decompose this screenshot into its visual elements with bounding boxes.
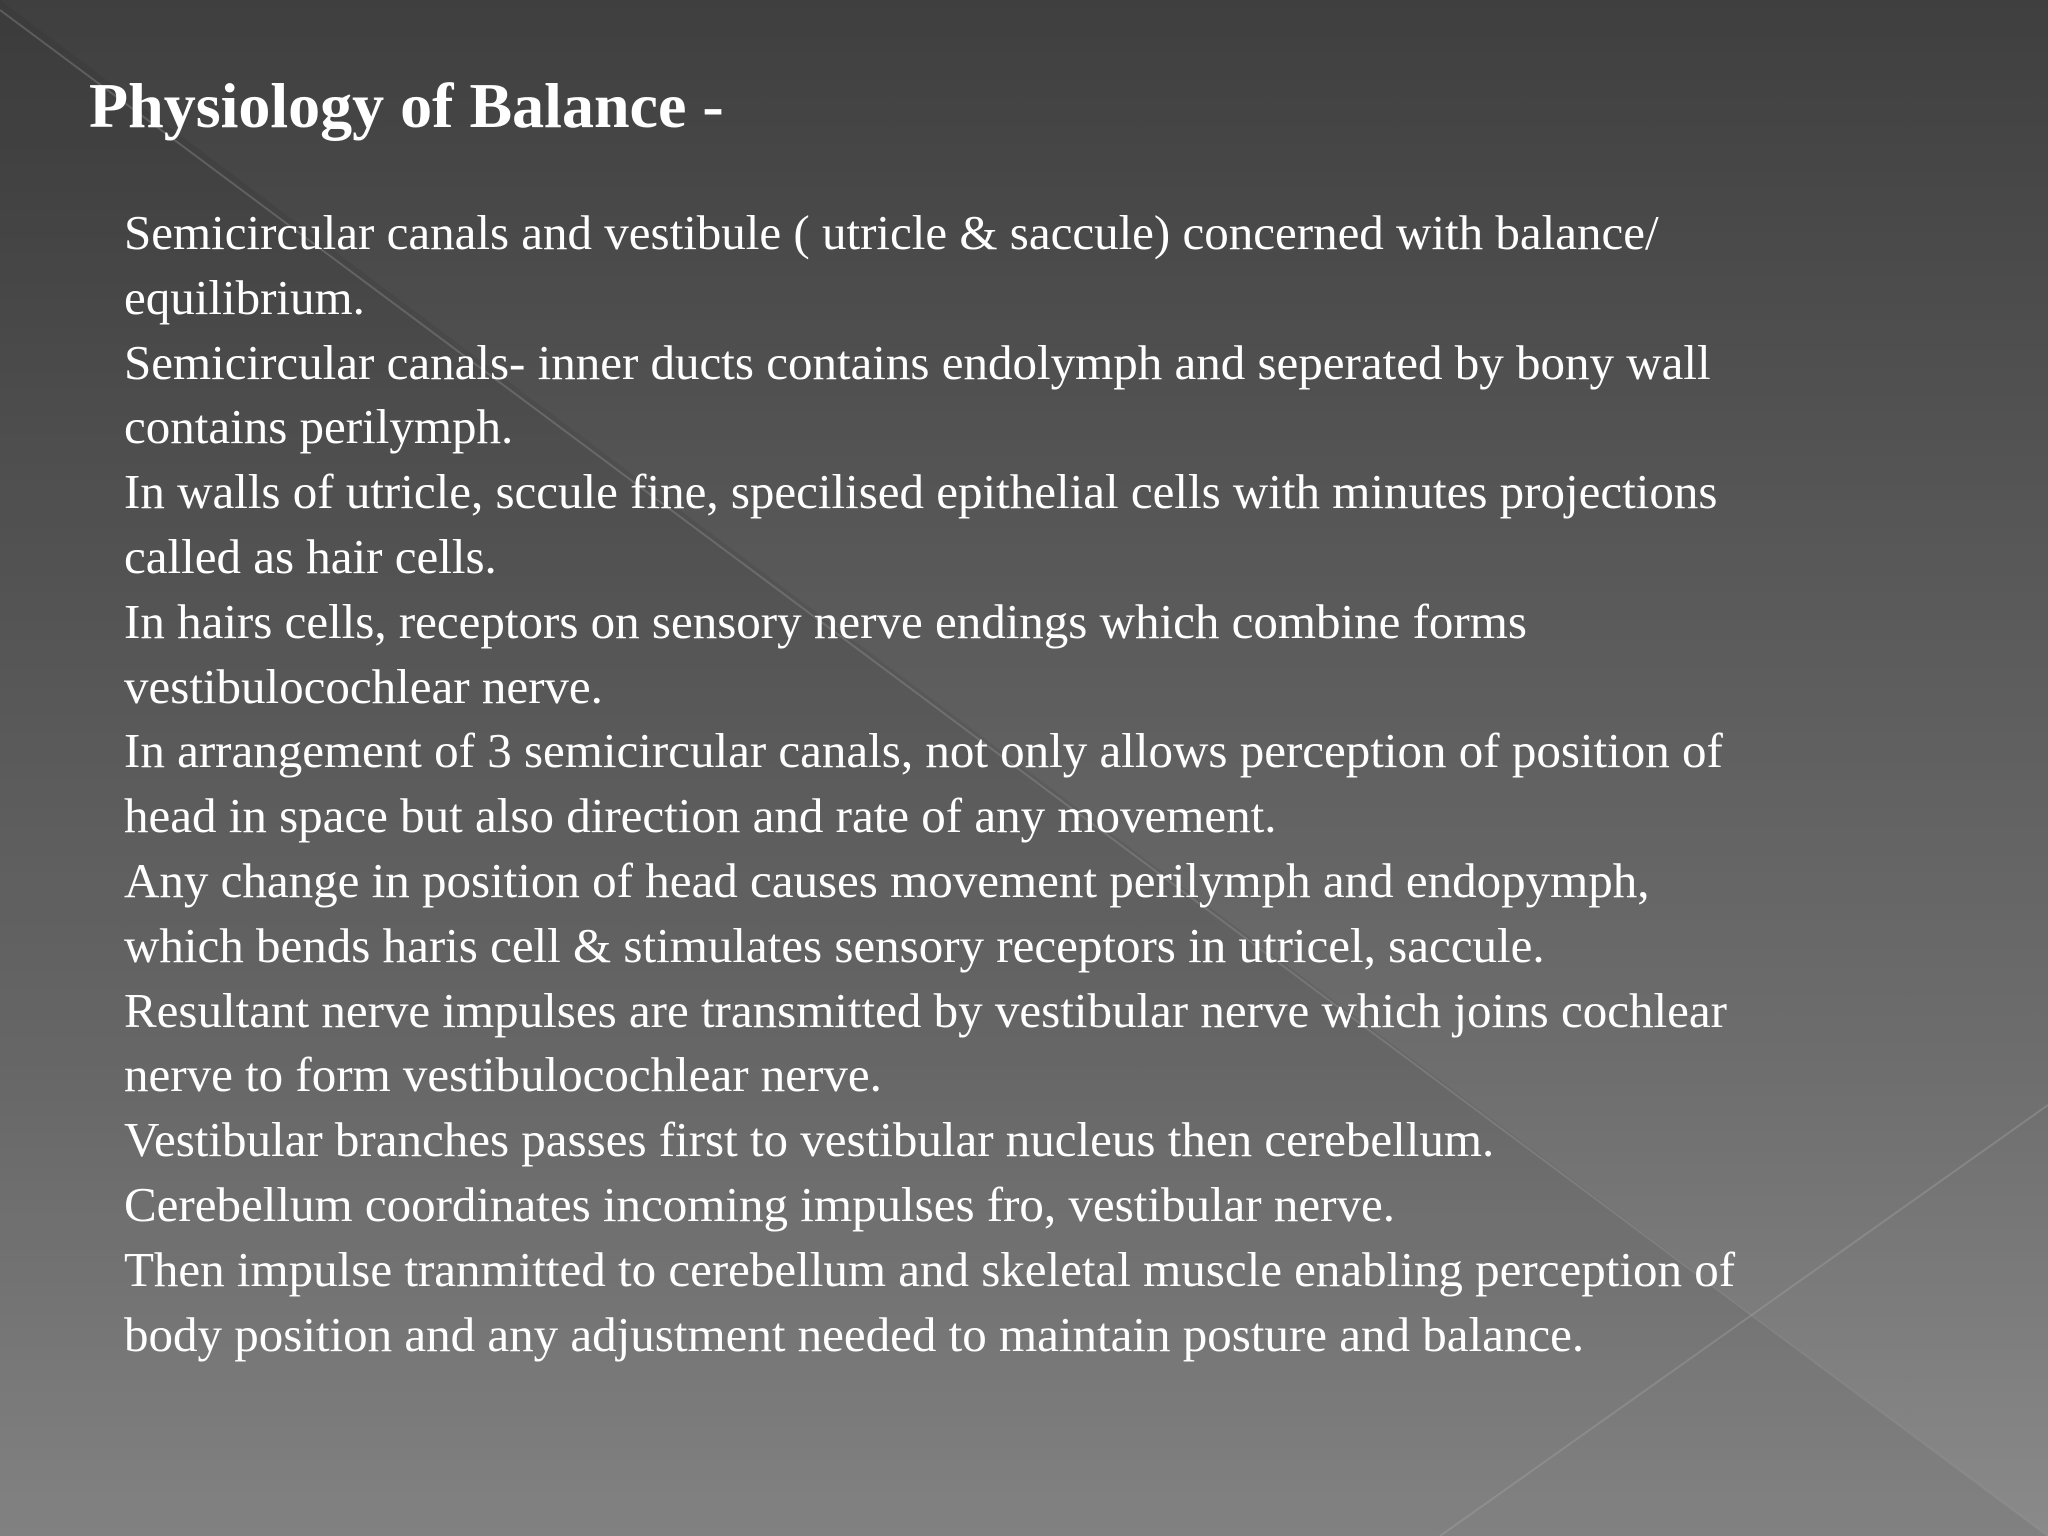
text-line: In hairs cells, receptors on sensory nerve endings which combine forms: [124, 593, 1527, 649]
text-line: Any change in position of head causes movement perilymph and endopymph,: [124, 852, 1650, 908]
paragraph: [124, 1173, 2004, 1238]
text-line: Resultant nerve impulses are transmitted by vestibular nerve which joins cochlear: [124, 982, 1727, 1038]
text-line: nerve to form vestibulocochlear nerve.: [124, 1047, 882, 1103]
text-line: Semicircular canals and vestibule ( utricle & saccule) concerned with balance/: [124, 205, 1659, 260]
slide-body: [124, 201, 2004, 1367]
text-line: Semicircular canals- inner ducts contains endolymph and seperated by bony wall: [124, 334, 1711, 390]
text-line: In walls of utricle, sccule fine, specilised epithelial cells with minutes projections: [124, 464, 1718, 520]
text-line: Then impulse tranmitted to cerebellum and skeletal muscle enabling perception of: [124, 1241, 1736, 1297]
text-line: Cerebellum coordinates incoming impulses fro, vestibular nerve.: [124, 1176, 1395, 1232]
text-line: contains perilymph.: [124, 399, 514, 455]
paragraph: [124, 979, 2004, 1109]
text-line: body position and any adjustment needed to maintain posture and balance.: [124, 1306, 1585, 1362]
paragraph: [124, 1238, 2004, 1368]
text-line: head in space but also direction and rate of any movement.: [124, 788, 1277, 844]
paragraph: [124, 590, 2004, 720]
paragraph: [124, 331, 2004, 461]
paragraph: [124, 460, 2004, 590]
text-line: In arrangement of 3 semicircular canals, not only allows perception of position of: [124, 723, 1723, 779]
paragraph: [124, 719, 2004, 849]
slide-title: Physiology of Balance -: [89, 70, 724, 141]
text-line: which bends haris cell & stimulates sensory receptors in utricel, saccule.: [124, 917, 1545, 973]
text-line: vestibulocochlear nerve.: [124, 658, 603, 714]
paragraph: [124, 849, 2004, 979]
text-line: equilibrium.: [124, 269, 365, 325]
text-line: Vestibular branches passes first to vestibular nucleus then cerebellum.: [124, 1112, 1495, 1168]
text-line: called as hair cells.: [124, 528, 497, 584]
paragraph: [124, 201, 2004, 331]
paragraph: [124, 1108, 2004, 1173]
